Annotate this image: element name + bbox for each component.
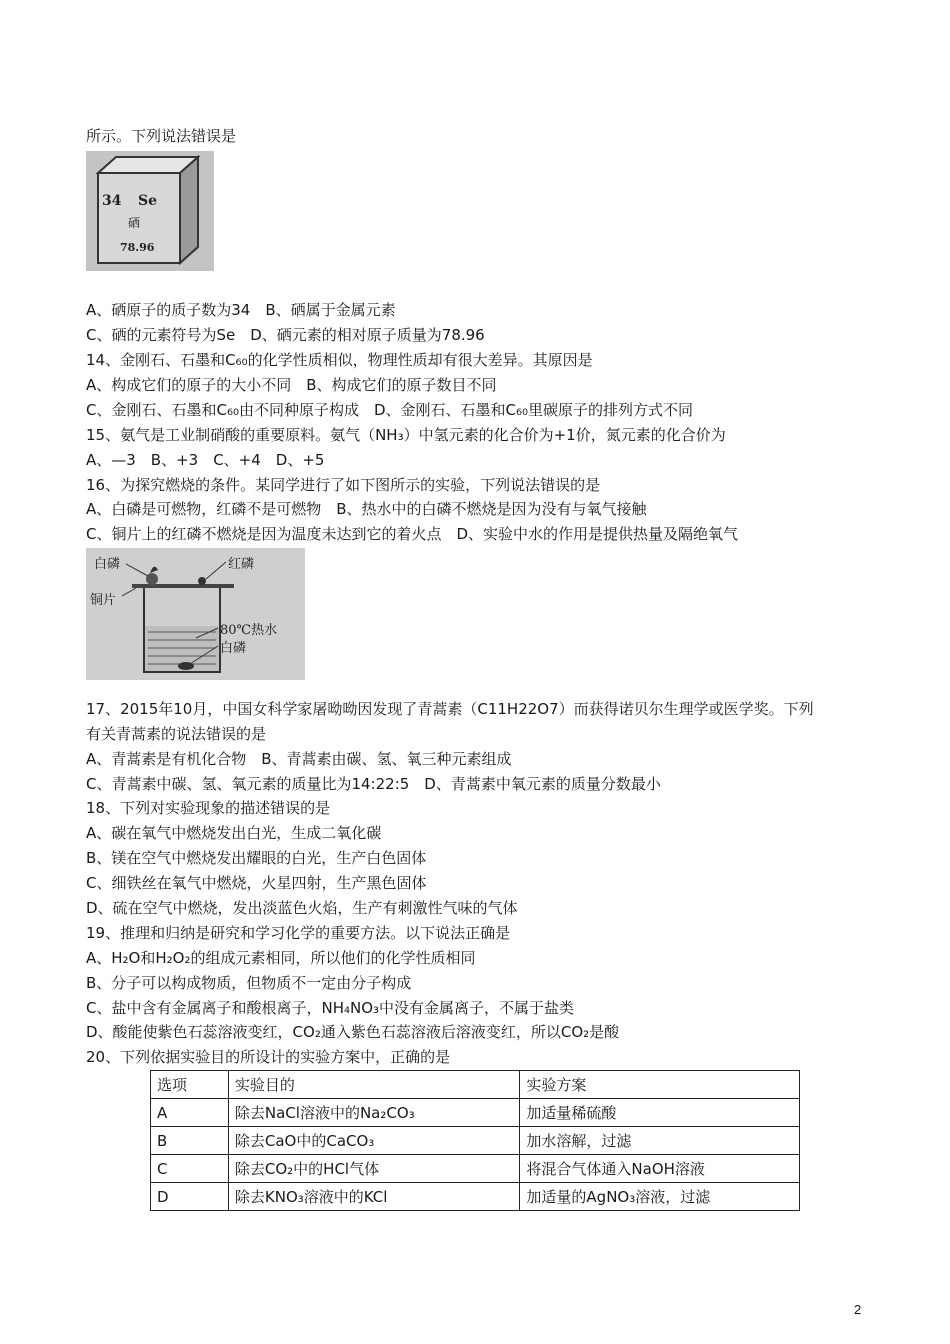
q17-option-ab: A、青蒿素是有机化合物 B、青蒿素由碳、氢、氧三种元素组成 [86,750,512,768]
cell-plan: 加适量稀硫酸 [520,1099,800,1127]
q16-stem: 16、为探究燃烧的条件。某同学进行了如下图所示的实验，下列说法错误的是 [86,476,601,494]
q19-option-a: A、H₂O和H₂O₂的组成元素相同，所以他们的化学性质相同 [86,949,476,967]
selenium-card-figure [86,151,214,271]
q19-option-d: D、酸能使紫色石蕊溶液变红，CO₂通入紫色石蕊溶液后溶液变红，所以CO₂是酸 [86,1023,620,1041]
cell-plan: 将混合气体通入NaOH溶液 [520,1155,800,1183]
header-plan: 实验方案 [520,1071,800,1099]
q19-option-b: B、分子可以构成物质，但物质不一定由分子构成 [86,974,412,992]
q14-stem: 14、金刚石、石墨和C₆₀的化学性质相似，物理性质却有很大差异。其原因是 [86,351,593,369]
q19-option-c: C、盐中含有金属离子和酸根离子，NH₄NO₃中没有金属离子，不属于盐类 [86,999,575,1017]
q15-options: A、—3 B、+3 C、+4 D、+5 [86,451,325,469]
q18-option-c: C、细铁丝在氧气中燃烧，火星四射，生产黑色固体 [86,874,427,892]
q20-table [150,1070,800,1211]
cell-option: D [151,1183,229,1211]
se-name: 硒 [128,216,141,230]
table-row [151,1099,800,1127]
label-red-phosphorus: 红磷 [228,557,255,572]
cell-purpose: 除去CaO中的CaCO₃ [228,1127,520,1155]
label-white-phosphorus-top: 白磷 [94,557,121,572]
q18-stem: 18、下列对实验现象的描述错误的是 [86,799,331,817]
label-hot-water: 80℃热水 [220,623,278,638]
q14-option-ab: A、构成它们的原子的大小不同 B、构成它们的原子数目不同 [86,376,497,394]
cell-purpose: 除去NaCl溶液中的Na₂CO₃ [228,1099,520,1127]
page-number: 2 [854,1302,862,1317]
cell-purpose: 除去CO₂中的HCl气体 [228,1155,520,1183]
label-white-phosphorus-bottom: 白磷 [220,641,247,656]
header-option: 选项 [151,1071,229,1099]
copper-sheet [132,584,234,588]
q16-option-ab: A、白磷是可燃物，红磷不是可燃物 B、热水中的白磷不燃烧是因为没有与氧气接触 [86,500,647,518]
q16-option-cd: C、铜片上的红磷不燃烧是因为温度未达到它的着火点 D、实验中水的作用是提供热量及隔绝氧气 [86,525,739,543]
combustion-experiment-figure [86,548,305,680]
q20-stem: 20、下列依据实验目的所设计的实验方案中，正确的是 [86,1048,451,1066]
q15-stem: 15、氨气是工业制硝酸的重要原料。氨气（NH₃）中氢元素的化合价为+1价，氮元素的化合价为 [86,426,726,444]
table-row [151,1127,800,1155]
intro-text: 所示。下列说法错误是 [86,127,237,145]
cell-plan: 加水溶解，过滤 [520,1127,800,1155]
cell-option: C [151,1155,229,1183]
cell-option: B [151,1127,229,1155]
table-header-row [151,1071,800,1099]
se-number: 34 [102,193,122,209]
q13-option-cd: C、硒的元素符号为Se D、硒元素的相对原子质量为78.96 [86,326,485,344]
header-purpose: 实验目的 [228,1071,520,1099]
q17-stem-line1: 17、2015年10月，中国女科学家屠呦呦因发现了青蒿素（C11H22O7）而获得诺贝尔生理学或医学奖。下列 [86,700,814,718]
table-row [151,1155,800,1183]
q17-option-cd: C、青蒿素中碳、氢、氧元素的质量比为14:22:5 D、青蒿素中氧元素的质量分数最小 [86,775,661,793]
se-symbol: Se [138,193,158,209]
q14-option-cd: C、金刚石、石墨和C₆₀由不同种原子构成 D、金刚石、石墨和C₆₀里碳原子的排列方式不同 [86,401,694,419]
q13-option-ab: A、硒原子的质子数为34 B、硒属于金属元素 [86,301,396,319]
red-phosphorus [198,577,206,585]
se-mass: 78.96 [120,241,155,254]
q18-option-a: A、碳在氧气中燃烧发出白光，生成二氧化碳 [86,824,382,842]
white-phosphorus-top [146,573,158,585]
q18-option-d: D、硫在空气中燃烧，发出淡蓝色火焰，生产有刺激性气味的气体 [86,899,518,917]
cell-plan: 加适量的AgNO₃溶液，过滤 [520,1183,800,1211]
table-row [151,1183,800,1211]
q18-option-b: B、镁在空气中燃烧发出耀眼的白光，生产白色固体 [86,849,427,867]
cell-purpose: 除去KNO₃溶液中的KCl [228,1183,520,1211]
q17-stem-line2: 有关青蒿素的说法错误的是 [86,725,267,743]
cell-option: A [151,1099,229,1127]
label-copper: 铜片 [90,593,117,608]
q19-stem: 19、推理和归纳是研究和学习化学的重要方法。以下说法正确是 [86,924,511,942]
